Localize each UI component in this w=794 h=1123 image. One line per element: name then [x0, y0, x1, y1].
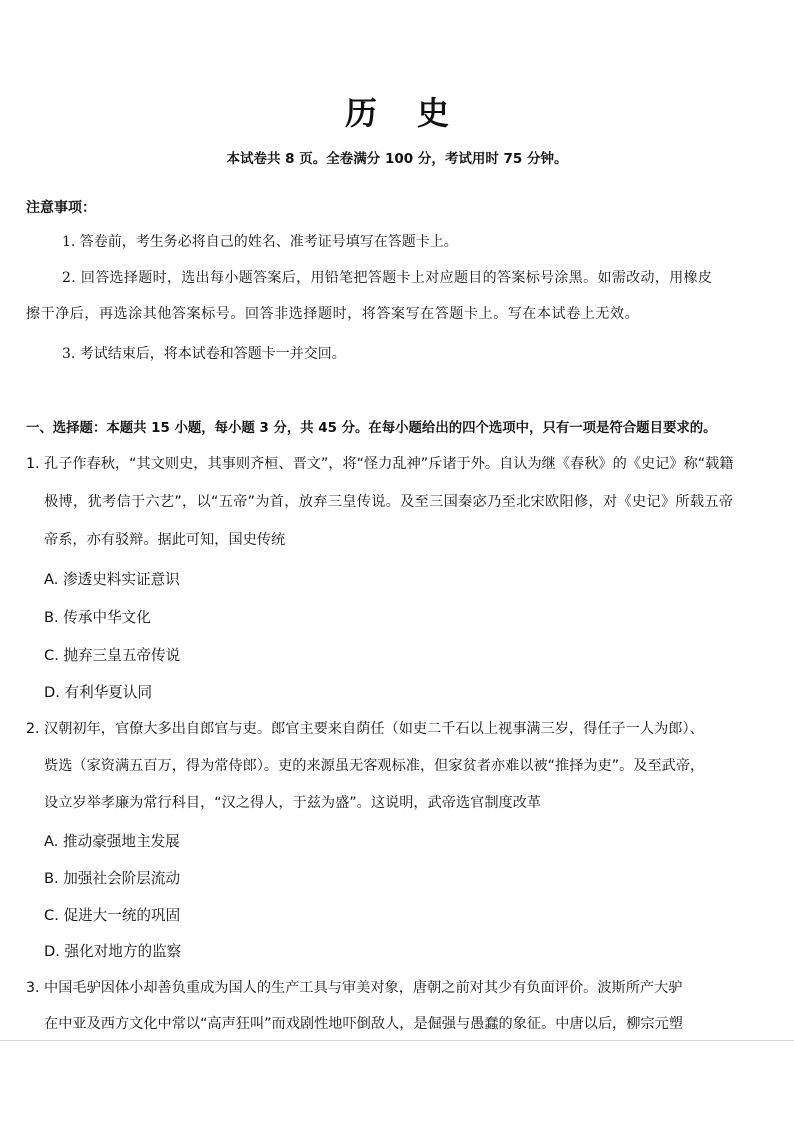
question-text: 1. 孔子作春秋，“其文则史，其事则齐桓、晋文”，将“怪力乱神”斥诸于外。自认为继《春秋》的《史记》称“载籍 [26, 456, 734, 472]
question-text: 3. 中国毛驴因体小却善负重成为国人的生产工具与审美对象，唐朝之前对其少有负面评价。波斯所产大驴 [26, 980, 683, 996]
notice-heading: 注意事项： [26, 200, 96, 216]
option-d: D. 强化对地方的监察 [44, 943, 182, 960]
exam-info: 本试卷共 8 页。全卷满分 100 分，考试用时 75 分钟。 [226, 151, 568, 167]
question-text: 帝系，亦有驳辩。据此可知，国史传统 [44, 532, 286, 548]
notice-line: 3. 考试结束后，将本试卷和答题卡一并交回。 [62, 346, 346, 362]
page-bottom-divider [0, 1040, 794, 1041]
option-a: A. 渗透史料实证意识 [44, 571, 180, 588]
notice-line: 2. 回答选择题时，选出每小题答案后，用铅笔把答题卡上对应题目的答案标号涂黑。如需改动，用橡皮 [62, 270, 713, 286]
notice-line: 擦干净后，再选涂其他答案标号。回答非选择题时，将答案写在答题卡上。写在本试卷上无效。 [26, 306, 640, 322]
option-c: C. 抛弃三皇五帝传说 [44, 647, 181, 664]
question-text: 极博，犹考信于六艺”，以“五帝”为首，放弃三皇传说。及至三国秦宓乃至北宋欧阳修，对《史记》所载五帝 [44, 494, 734, 510]
section-heading: 一、选择题：本题共 15 小题，每小题 3 分，共 45 分。在每小题给出的四个选项中，只有一项是符合题目要求的。 [26, 421, 717, 436]
question-text: 在中亚及西方文化中常以“高声狂叫”而戏剧性地吓倒敌人，是倔强与愚蠢的象征。中唐以后，柳宗元塑 [44, 1016, 683, 1032]
option-c: C. 促进大一统的巩固 [44, 907, 181, 924]
option-b: B. 传承中华文化 [44, 609, 151, 626]
question-text: 设立岁举孝廉为常行科目，“汉之得人，于兹为盛”。这说明，武帝选官制度改革 [44, 795, 542, 811]
option-b: B. 加强社会阶层流动 [44, 870, 181, 887]
question-text: 赀选（家资满五百万，得为常侍郎）。吏的来源虽无客观标准，但家贫者亦难以被“推择为吏”。及至武帝， [44, 758, 705, 774]
page-title: 历史 [344, 94, 489, 132]
option-a: A. 推动豪强地主发展 [44, 833, 180, 850]
notice-line: 1. 答卷前，考生务必将自己的姓名、准考证号填写在答题卡上。 [62, 234, 458, 250]
question-text: 2. 汉朝初年，官僚大多出自郎官与吏。郎官主要来自荫任（如吏二千石以上视事满三岁，得任子一人为郎）、 [26, 721, 704, 737]
option-d: D. 有利华夏认同 [44, 684, 153, 701]
